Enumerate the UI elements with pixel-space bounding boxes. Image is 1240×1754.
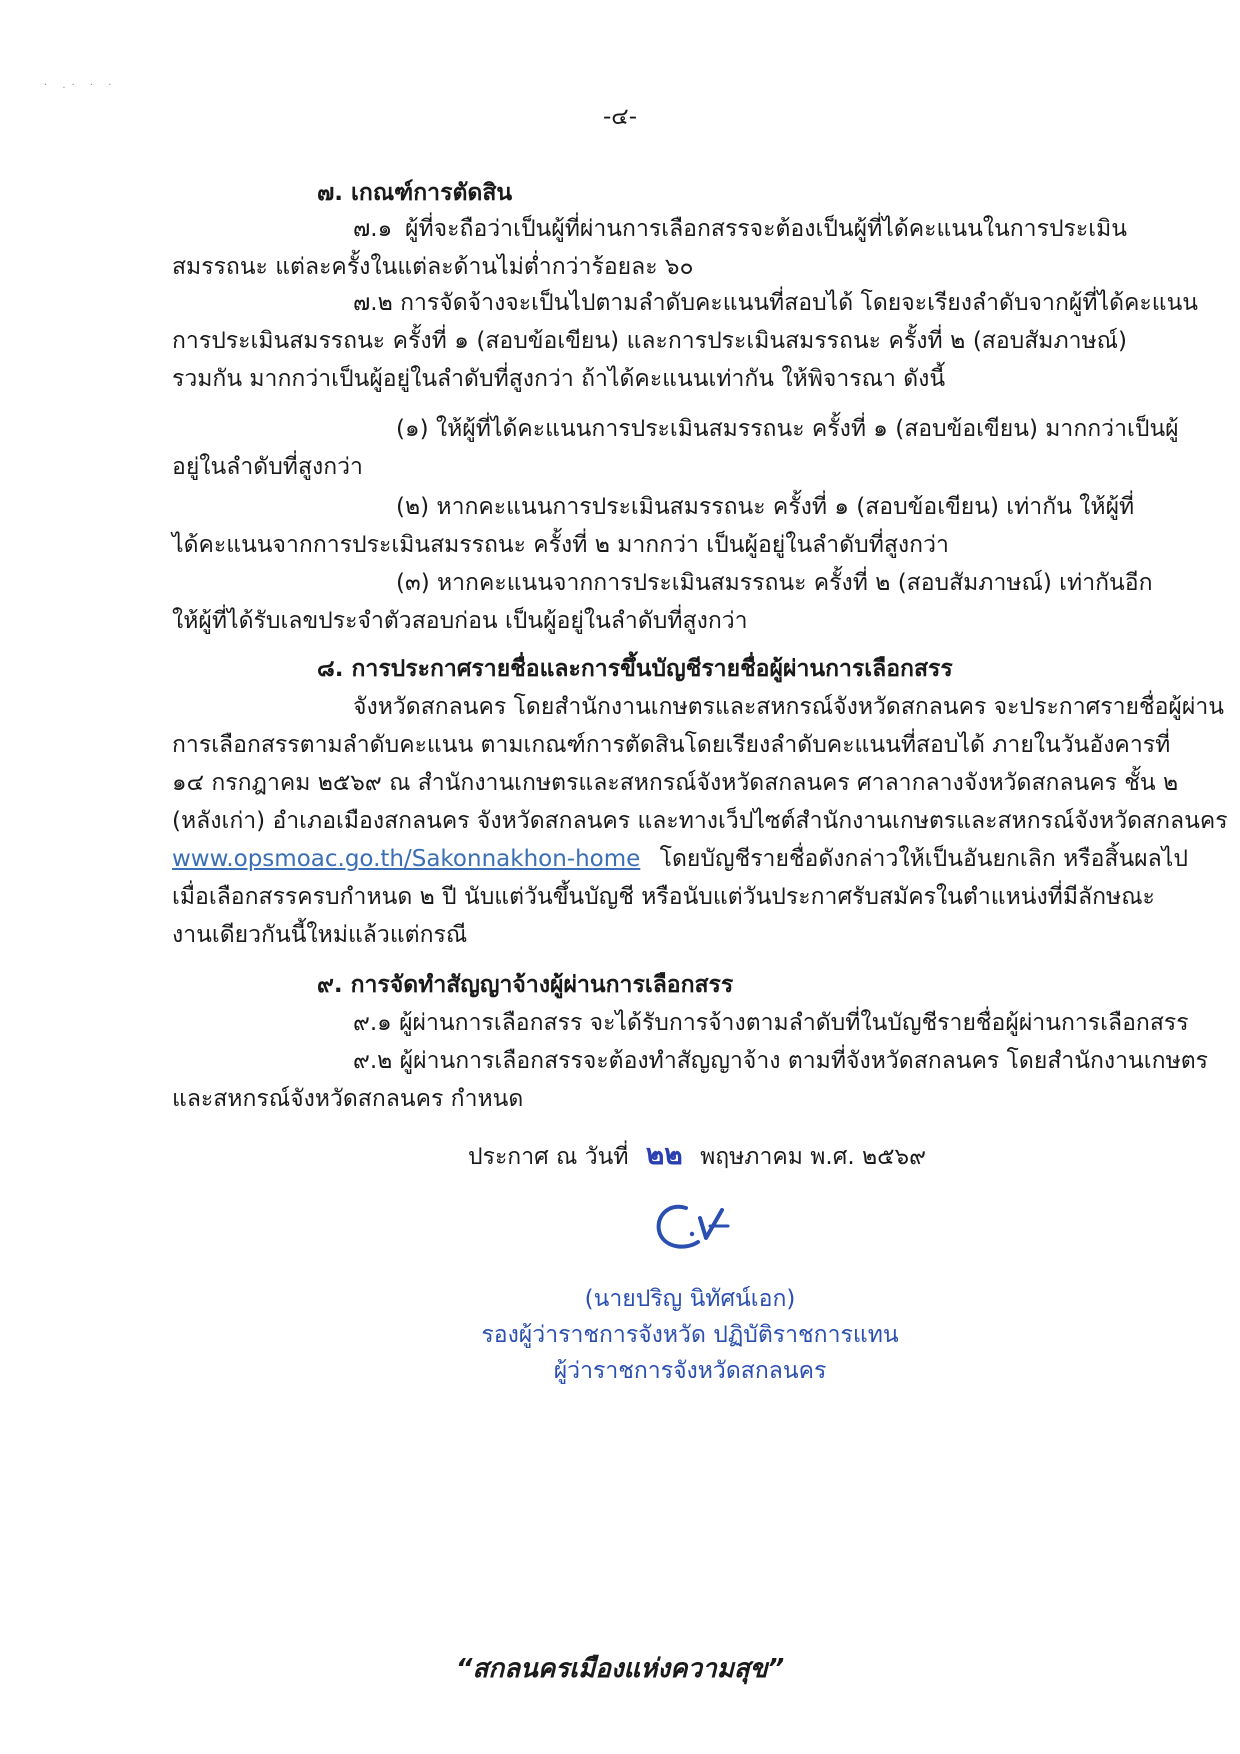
signatory-position-1: รองผู้ว่าราชการจังหวัด ปฏิบัติราชการแทน [481, 1322, 899, 1348]
s8-line5-rest: โดยบัญชีรายชื่อดังกล่าวให้เป็นอันยกเลิก หรือสิ้นผลไป [659, 846, 1188, 872]
s8-line6: เมื่อเลือกสรรครบกำหนด ๒ ปี นับแต่วันขึ้นบัญชี หรือนับแต่วันประกาศรับสมัครในตำแหน่งที่มีลักษณะ [172, 884, 1155, 910]
s7-item3-line1: (๓) หากคะแนนจากการประเมินสมรรถนะ ครั้งที่ ๒ (สอบสัมภาษณ์) เท่ากันอีก [396, 570, 1153, 596]
announcement-prefix: ประกาศ ณ วันที่ [468, 1144, 629, 1170]
s8-line3: ๑๔ กรกฎาคม ๒๕๖๙ ณ สำนักงานเกษตรและสหกรณ์จังหวัดสกลนคร ศาลากลางจังหวัดสกลนคร ชั้น ๒ [172, 770, 1179, 796]
s8-line2: การเลือกสรรตามลำดับคะแนน ตามเกณฑ์การตัดสินโดยเรียงลำดับคะแนนที่สอบได้ ภายในวันอังคารที่ [172, 732, 1171, 758]
announcement-suffix: พฤษภาคม พ.ศ. ๒๕๖๙ [700, 1144, 926, 1170]
announcement-date [468, 1138, 926, 1174]
s9-line1: ๙.๑ ผู้ผ่านการเลือกสรร จะได้รับการจ้างตามลำดับที่ในบัญชีรายชื่อผู้ผ่านการเลือกสรร [353, 1010, 1189, 1036]
s7-p2-line1: ๗.๒ การจัดจ้างจะเป็นไปตามลำดับคะแนนที่สอบได้ โดยจะเรียงลำดับจากผู้ที่ได้คะแนน [353, 290, 1199, 316]
s7-item1-line1: (๑) ให้ผู้ที่ได้คะแนนการประเมินสมรรถนะ ครั้งที่ ๑ (สอบข้อเขียน) มากกว่าเป็นผู้ [396, 416, 1179, 442]
s7-p1-line2: สมรรถนะ แต่ละครั้งในแต่ละด้านไม่ต่ำกว่าร้อยละ ๖๐ [172, 254, 694, 280]
s8-line1: จังหวัดสกลนคร โดยสำนักงานเกษตรและสหกรณ์จังหวัดสกลนคร จะประกาศรายชื่อผู้ผ่าน [353, 694, 1225, 720]
signatory-position-2: ผู้ว่าราชการจังหวัดสกลนคร [553, 1358, 827, 1384]
s7-item2-line2: ได้คะแนนจากการประเมินสมรรถนะ ครั้งที่ ๒ มากกว่า เป็นผู้อยู่ในลำดับที่สูงกว่า [172, 532, 949, 558]
scan-specks: · .· · · [44, 80, 118, 91]
s9-line2: ๙.๒ ผู้ผ่านการเลือกสรรจะต้องทำสัญญาจ้าง ตามที่จังหวัดสกลนคร โดยสำนักงานเกษตร [353, 1048, 1209, 1074]
section-9-heading: ๙. การจัดทำสัญญาจ้างผู้ผ่านการเลือกสรร [317, 972, 734, 998]
s7-p2-line3: รวมกัน มากกว่าเป็นผู้อยู่ในลำดับที่สูงกว่า ถ้าได้คะแนนเท่ากัน ให้พิจารณา ดังนี้ [172, 366, 946, 392]
handwritten-signature [648, 1196, 738, 1260]
s7-item2-line1: (๒) หากคะแนนการประเมินสมรรถนะ ครั้งที่ ๑ (สอบข้อเขียน) เท่ากัน ให้ผู้ที่ [396, 494, 1135, 520]
website-link[interactable]: www.opsmoac.go.th/Sakonnakhon-home [172, 846, 641, 872]
s9-line3: และสหกรณ์จังหวัดสกลนคร กำหนด [172, 1086, 524, 1112]
signatory-name: (นายปริญ นิทัศน์เอก) [584, 1286, 796, 1312]
announcement-day: ๒๒ [645, 1138, 683, 1171]
s8-line4: (หลังเก่า) อำเภอเมืองสกลนคร จังหวัดสกลนคร และทางเว็ปไซต์สำนักงานเกษตรและสหกรณ์จังหวัดสกลนคร [172, 808, 1228, 834]
page-number: -๔- [602, 104, 637, 130]
s8-line5 [172, 842, 1188, 876]
s7-item3-line2: ให้ผู้ที่ได้รับเลขประจำตัวสอบก่อน เป็นผู้อยู่ในลำดับที่สูงกว่า [172, 608, 748, 634]
section-7-heading: ๗. เกณฑ์การตัดสิน [317, 180, 513, 206]
s8-line7: งานเดียวกันนี้ใหม่แล้วแต่กรณี [172, 922, 468, 948]
footer-motto: “สกลนครเมืองแห่งความสุข” [455, 1654, 785, 1684]
s7-item1-line2: อยู่ในลำดับที่สูงกว่า [172, 454, 363, 480]
section-8-heading: ๘. การประกาศรายชื่อและการขึ้นบัญชีรายชื่อผู้ผ่านการเลือกสรร [317, 656, 953, 682]
s7-p2-line2: การประเมินสมรรถนะ ครั้งที่ ๑ (สอบข้อเขียน) และการประเมินสมรรถนะ ครั้งที่ ๒ (สอบสัมภาษณ์) [172, 328, 1127, 354]
s7-p1-line1: ๗.๑ ผู้ที่จะถือว่าเป็นผู้ที่ผ่านการเลือกสรรจะต้องเป็นผู้ที่ได้คะแนนในการประเมิน [353, 216, 1127, 242]
